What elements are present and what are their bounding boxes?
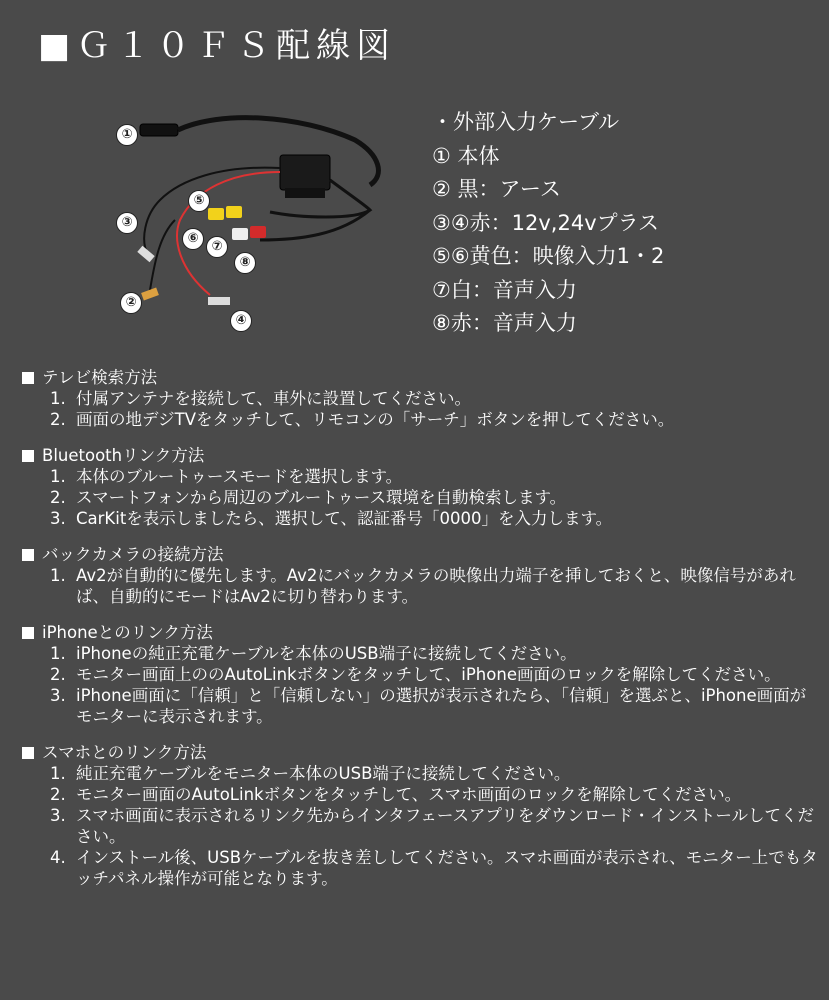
section-smartphone <box>22 742 820 889</box>
list-item: 1. 本体のブルートゥースモードを選択します。 <box>50 467 403 486</box>
square-bullet-icon <box>22 627 34 639</box>
callout-5: ⑤ <box>188 190 210 212</box>
square-bullet-icon <box>22 450 34 462</box>
legend-item: ・外部入力ケーブル <box>432 110 620 134</box>
square-bullet-icon <box>22 372 34 384</box>
square-bullet-icon <box>22 747 34 759</box>
instruction-sections <box>22 367 820 904</box>
section-bluetooth <box>22 445 820 529</box>
list-item: 1. 付属アンテナを接続して、車外に設置してください。 <box>50 389 472 408</box>
callout-6: ⑥ <box>182 228 204 250</box>
section-heading: iPhoneとのリンク方法 <box>22 622 820 643</box>
list-item: 2. スマートフォンから周辺のブルートゥース環境を自動検索します。 <box>50 488 567 507</box>
section-heading: テレビ検索方法 <box>22 367 820 388</box>
wiring-legend <box>432 106 664 341</box>
callout-4: ④ <box>230 310 252 332</box>
section-heading: Bluetoothリンク方法 <box>22 445 820 466</box>
list-item: 1. Av2が自動的に優先します。Av2にバックカメラの映像出力端子を挿しておくと、映像信号があれば、自動的にモードはAv2に切り替わります。 <box>50 566 796 606</box>
section-heading: スマホとのリンク方法 <box>22 742 820 763</box>
wiring-diagram <box>100 100 400 340</box>
legend-item: ② 黒：アース <box>432 177 561 201</box>
section-back-camera <box>22 544 820 607</box>
list-item: 2. 画面の地デジTVをタッチして、リモコンの「サーチ」ボタンを押してください。 <box>50 410 675 429</box>
section-tv-search <box>22 367 820 430</box>
page-title: ■Ｇ１０ＦＳ配線図 <box>38 26 397 66</box>
legend-item: ① 本体 <box>432 143 500 168</box>
callout-2: ② <box>120 292 142 314</box>
callout-1: ① <box>116 124 138 146</box>
list-item: 3. スマホ画面に表示されるリンク先からインタフェースアプリをダウンロード・インストールしてください。 <box>50 806 815 846</box>
section-iphone <box>22 622 820 727</box>
legend-item: ⑦白：音声入力 <box>432 277 577 302</box>
list-item: 2. モニター画面のAutoLinkボタンをタッチして、スマホ画面のロックを解除してください。 <box>50 785 742 804</box>
legend-item: ③④赤：12v,24vプラス <box>432 210 659 235</box>
list-item: 2. モニター画面上ののAutoLinkボタンをタッチして、iPhone画面のロックを解除してください。 <box>50 665 781 684</box>
list-item: 3. iPhone画面に「信頼」と「信頼しない」の選択が表示されたら、「信頼」を選ぶと、iPhone画面がモニターに表示されます。 <box>50 686 807 726</box>
section-heading: バックカメラの接続方法 <box>22 544 820 565</box>
callout-8: ⑧ <box>234 252 256 274</box>
list-item: 3. CarKitを表示しましたら、選択して、認証番号「0000」を入力します。 <box>50 509 613 528</box>
cable-drawing <box>100 100 400 340</box>
callout-3: ③ <box>116 212 138 234</box>
list-item: 1. iPhoneの純正充電ケーブルを本体のUSB端子に接続してください。 <box>50 644 577 663</box>
legend-item: ⑧赤：音声入力 <box>432 311 577 335</box>
list-item: 1. 純正充電ケーブルをモニター本体のUSB端子に接続してください。 <box>50 764 571 783</box>
square-bullet-icon <box>22 549 34 561</box>
list-item: 4. インストール後、USBケーブルを抜き差ししてください。スマホ画面が表示され、モニター上でもタッチパネル操作が可能となります。 <box>50 848 818 888</box>
legend-item: ⑤⑥黄色：映像入力1・2 <box>432 244 665 268</box>
callout-7: ⑦ <box>206 236 228 258</box>
